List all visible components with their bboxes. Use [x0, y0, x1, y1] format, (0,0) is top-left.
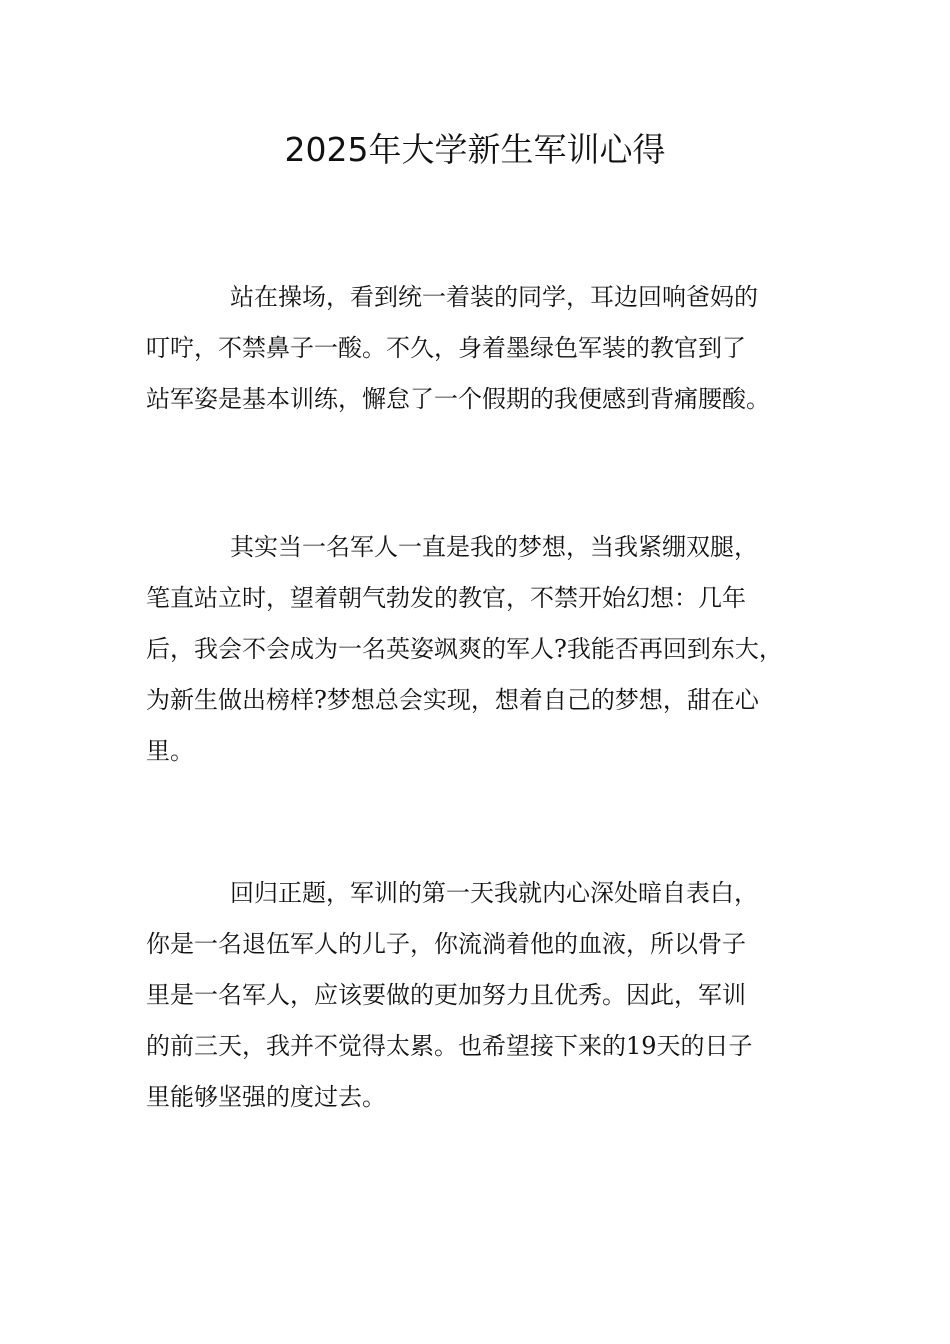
- paragraph-line: 站军姿是基本训练，懈怠了一个假期的我便感到背痛腰酸。: [146, 385, 770, 413]
- paragraph-line: 其实当一名军人一直是我的梦想，当我紧绷双腿，: [230, 533, 758, 561]
- paragraph-1: [146, 272, 810, 425]
- paragraph-line: 里是一名军人，应该要做的更加努力且优秀。因此，军训: [146, 981, 746, 1009]
- paragraph-line: 的前三天，我并不觉得太累。也希望接下来的19天的日子: [146, 1032, 753, 1060]
- paragraph-line: 里。: [146, 737, 194, 765]
- paragraph-line: 后，我会不会成为一名英姿飒爽的军人?我能否再回到东大，: [146, 635, 783, 663]
- paragraph-line: 为新生做出榜样?梦想总会实现，想着自己的梦想，甜在心: [146, 686, 759, 714]
- document-title: 2025年大学新生军训心得: [284, 130, 666, 169]
- paragraph-line: 里能够坚强的度过去。: [146, 1083, 386, 1111]
- paragraph-line: 笔直站立时，望着朝气勃发的教官，不禁开始幻想：几年: [146, 584, 746, 612]
- paragraph-line: 回归正题，军训的第一天我就内心深处暗自表白，: [230, 879, 758, 907]
- paragraph-line: 你是一名退伍军人的儿子，你流淌着他的血液，所以骨子: [146, 930, 746, 958]
- paragraph-2: [146, 522, 810, 777]
- paragraph-line: 站在操场，看到统一着装的同学，耳边回响爸妈的: [230, 283, 758, 311]
- paragraph-3: [146, 868, 810, 1123]
- paragraph-line: 叮咛，不禁鼻子一酸。不久，身着墨绿色军装的教官到了: [146, 334, 746, 362]
